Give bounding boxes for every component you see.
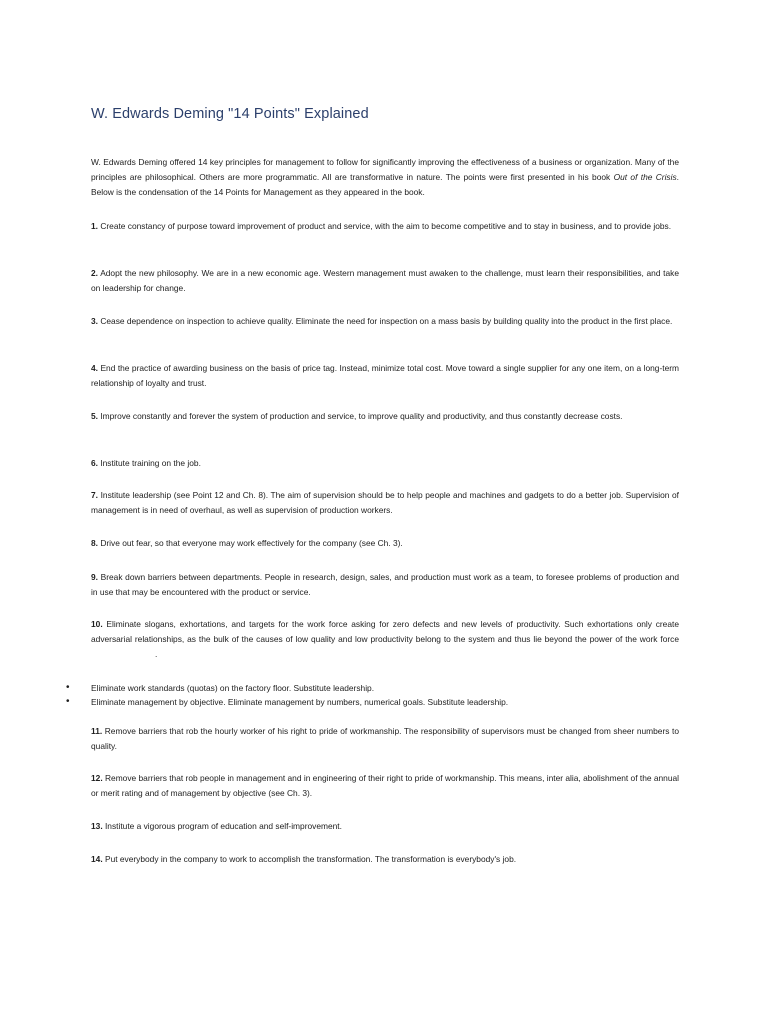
point-text: Institute training on the job. bbox=[98, 458, 201, 468]
point-number: 1. bbox=[91, 221, 98, 231]
point-text: Cease dependence on inspection to achieve quality. Eliminate the need for inspection on a mass basis by building quality into the product in the first place. bbox=[98, 316, 673, 326]
point-4 bbox=[91, 361, 679, 391]
point-text: Put everybody in the company to work to accomplish the transformation. The transformation is everybody's job. bbox=[102, 854, 517, 864]
point-9 bbox=[91, 570, 679, 600]
point-text: Institute a vigorous program of education and self-improvement. bbox=[102, 821, 342, 831]
point-text: Create constancy of purpose toward improvement of product and service, with the aim to become competitive and to stay in business, and to provide jobs. bbox=[98, 221, 672, 231]
point-number: 5. bbox=[91, 411, 98, 421]
point-number: 10. bbox=[91, 619, 103, 629]
point-text: Eliminate slogans, exhortations, and targets for the work force asking for zero defects and new levels of productivity. Such exhortations only create adversarial relationships, as the bulk of the causes of low quality and low productivity belong to the system and thus lie beyond the power of the work force bbox=[91, 619, 679, 644]
point-13 bbox=[91, 819, 679, 834]
book-title: Out of the Crisis bbox=[613, 172, 677, 182]
point-6 bbox=[91, 456, 679, 471]
bullet-text: Eliminate work standards (quotas) on the factory floor. Substitute leadership. bbox=[91, 683, 375, 693]
point-text: Break down barriers between departments. People in research, design, sales, and production must work as a team, to foresee problems of production and in use that may be encountered with the product or service. bbox=[91, 572, 679, 597]
point-number: 4. bbox=[91, 363, 98, 373]
bullet-text: Eliminate management by objective. Eliminate management by numbers, numerical goals. Substitute leadership. bbox=[91, 697, 509, 707]
point-14 bbox=[91, 852, 679, 867]
page-title: W. Edwards Deming "14 Points" Explained bbox=[91, 106, 369, 122]
point-text: Improve constantly and forever the system of production and service, to improve quality and productivity, and thus constantly decrease costs. bbox=[98, 411, 623, 421]
point-text: Remove barriers that rob people in management and in engineering of their right to pride of workmanship. This means, inter alia, abolishment of the annual or merit rating and of management by objective (see Ch. 3). bbox=[91, 773, 679, 798]
bullet-icon: • bbox=[66, 696, 70, 707]
point-8 bbox=[91, 536, 679, 551]
point-number: 7. bbox=[91, 490, 98, 500]
point-text: End the practice of awarding business on the basis of price tag. Instead, minimize total cost. Move toward a single supplier for any one item, on a long-term relationship of loyalty and trust. bbox=[91, 363, 679, 388]
point-number: 2. bbox=[91, 268, 98, 278]
point-number: 12. bbox=[91, 773, 103, 783]
point-text: Adopt the new philosophy. We are in a new economic age. Western management must awaken to the challenge, must learn their responsibilities, and take on leadership for change. bbox=[91, 268, 679, 293]
point-number: 14. bbox=[91, 854, 103, 864]
point-5 bbox=[91, 409, 679, 424]
point-text: Institute leadership (see Point 12 and Ch. 8). The aim of supervision should be to help people and machines and gadgets to do a better job. Supervision of management is in need of overhaul, as well as supervision of production workers. bbox=[91, 490, 679, 515]
intro-paragraph bbox=[91, 155, 679, 200]
point-number: 3. bbox=[91, 316, 98, 326]
point-11 bbox=[91, 724, 679, 754]
point-3 bbox=[91, 314, 679, 329]
point-number: 9. bbox=[91, 572, 98, 582]
point-number: 8. bbox=[91, 538, 98, 548]
point-text: Drive out fear, so that everyone may work effectively for the company (see Ch. 3). bbox=[98, 538, 403, 548]
point-7 bbox=[91, 488, 679, 518]
point-number: 13. bbox=[91, 821, 103, 831]
point-12 bbox=[91, 771, 679, 801]
point-number: 6. bbox=[91, 458, 98, 468]
point-number: 11. bbox=[91, 726, 103, 736]
intro-text-2: . Below is the condensation of the 14 Points for Management as they appeared in the book. bbox=[91, 172, 679, 197]
point-text: Remove barriers that rob the hourly worker of his right to pride of workmanship. The responsibility of supervisors must be changed from sheer numbers to quality. bbox=[91, 726, 679, 751]
bullet-icon: • bbox=[66, 682, 70, 693]
point-1 bbox=[91, 219, 679, 234]
intro-text-1: W. Edwards Deming offered 14 key principles for management to follow for significantly improving the effectiveness of a business or organization. Many of the principles are philosophical. Others are more programmatic. All are transformative in nature. The points were first presented in his book bbox=[91, 157, 679, 182]
point-10 bbox=[91, 617, 679, 662]
point-2 bbox=[91, 266, 679, 296]
point-tail: . bbox=[155, 649, 158, 659]
